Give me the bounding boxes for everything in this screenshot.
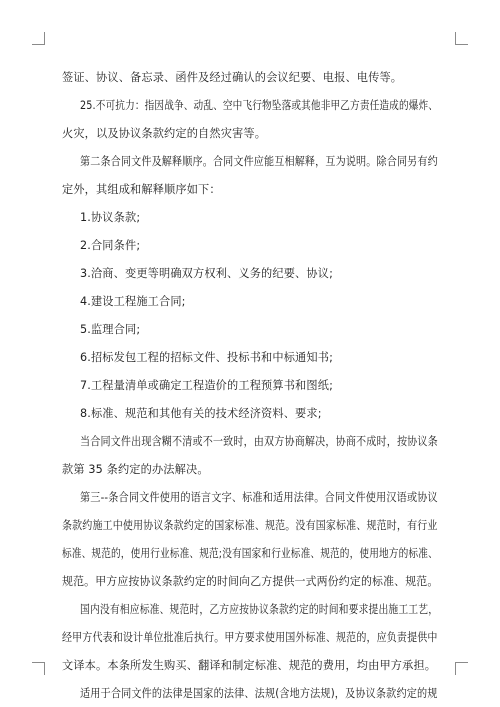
- crop-mark-bottom-right: [455, 662, 468, 675]
- list-item: 1.协议条款;: [80, 211, 141, 224]
- text-line: 第二条合同文件及解释顺序。合同文件应能互相解释，互为说明。除合同另有约: [80, 155, 438, 168]
- text-line: 条款约施工中使用协议条款约定的国家标准、规范。没有国家标准、规范时，有行业: [62, 519, 438, 532]
- list-item: 5.监理合同;: [80, 323, 141, 336]
- text-line: 国内没有相应标准、规范时，乙方应按协议条款约定的时间和要求提出施工工艺，: [80, 603, 439, 616]
- text-line: 签证、协议、备忘录、函件及经过确认的会议纪要、电报、电传等。: [62, 71, 403, 84]
- text-line: 文译本。本条所发生购买、翻译和制定标准、规范的费用，均由甲方承担。: [62, 659, 437, 672]
- text-line: 款第 35 条约定的办法解决。: [62, 463, 209, 476]
- text-line: 标准、规范的，使用行业标准、规范;没有国家和行业标准、规范的，使用地方的标准、: [62, 547, 438, 560]
- list-item: 3.洽商、变更等明确双方权利、义务的纪要、协议;: [80, 267, 333, 280]
- text-line: 第三--条合同文件使用的语言文字、标准和适用法律。合同文件使用汉语或协议: [80, 491, 438, 504]
- crop-mark-bottom-left: [32, 662, 45, 675]
- list-item: 2.合同条件;: [80, 239, 141, 252]
- list-item: 4.建设工程施工合同;: [80, 295, 186, 308]
- text-line: 25.不可抗力：指因战争、动乱、空中飞行物坠落或其他非甲乙方责任造成的爆炸、: [80, 99, 439, 112]
- text-line: 定外，其组成和解释顺序如下：: [62, 183, 221, 196]
- text-line: 经甲方代表和设计单位批准后执行。甲方要求使用国外标准、规范的，应负责提供中: [62, 631, 438, 644]
- crop-mark-top-right: [455, 32, 468, 45]
- list-item: 8.标准、规范和其他有关的技术经济资料、要求;: [80, 407, 322, 420]
- list-item: 7.工程量清单或确定工程造价的工程预算书和图纸;: [80, 379, 333, 392]
- list-item: 6.招标发包工程的招标文件、投标书和中标通知书;: [80, 351, 333, 364]
- text-line: 当合同文件出现含糊不清或不一致时，由双方协商解决，协商不成时，按协议条: [80, 435, 438, 448]
- text-line: 火灾，以及协议条款约定的自然灾害等。: [62, 127, 267, 140]
- text-line: 适用于合同文件的法律是国家的法律、法规(含地方法规)，及协议条款约定的规: [80, 687, 438, 700]
- crop-mark-top-left: [32, 32, 45, 45]
- text-line: 规范。甲方应按协议条款约定的时间向乙方提供一式两份约定的标准、规范。: [62, 575, 439, 588]
